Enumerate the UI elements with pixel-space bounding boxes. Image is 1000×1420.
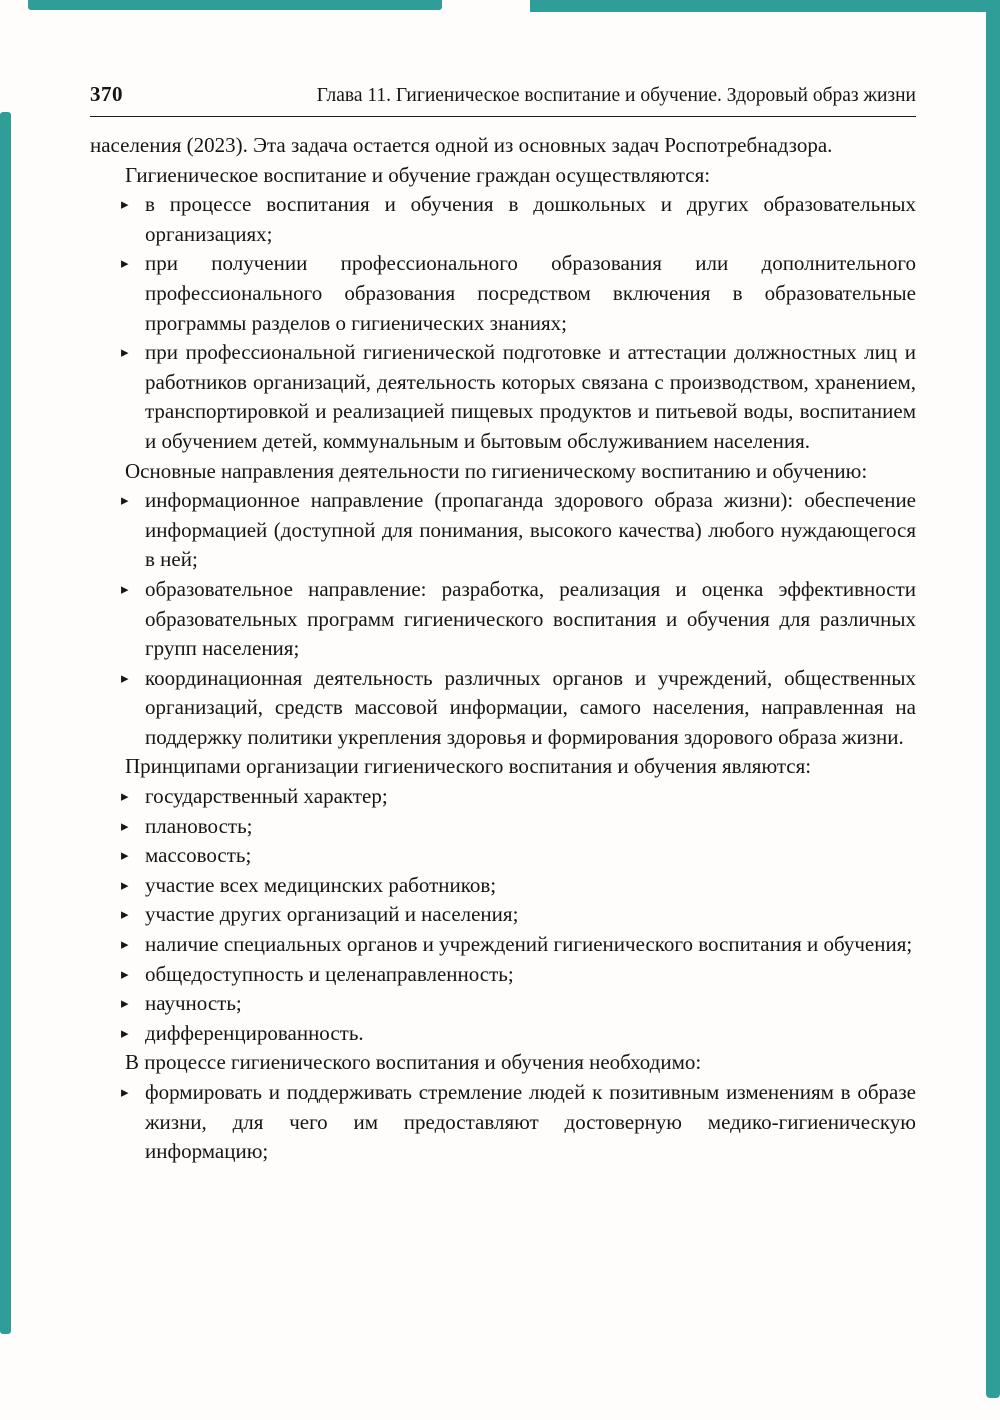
bullet-triangle-icon: ▸ <box>121 579 129 598</box>
list-item <box>90 190 916 249</box>
bullet-triangle-icon: ▸ <box>121 668 129 687</box>
list-item-text: образовательное направление: разработка, реализация и оценка эффективности образовательных программ гигиенического воспитания и обучения для различных групп населения; <box>145 576 916 661</box>
list-item <box>90 1019 916 1049</box>
bullet-triangle-icon: ▸ <box>121 816 129 835</box>
list-item <box>90 960 916 990</box>
bullet-triangle-icon: ▸ <box>121 935 129 954</box>
chapter-header: Глава 11. Гигиеническое воспитание и обучение. Здоровый образ жизни <box>316 85 916 106</box>
list-item-text: в процессе воспитания и обучения в дошкольных и других образовательных организациях; <box>145 192 916 246</box>
bullet-triangle-icon: ▸ <box>121 1083 129 1101</box>
bullet-triangle-icon: ▸ <box>121 994 129 1013</box>
paragraph: В процессе гигиенического воспитания и обучения необходимо: <box>125 1050 702 1075</box>
list-item <box>90 1078 916 1167</box>
bullet-triangle-icon: ▸ <box>121 1023 129 1042</box>
page-edge-left <box>0 112 11 1334</box>
paragraph: населения (2023). Эта задача остается одной из основных задач Роспотребнадзора. <box>90 133 833 157</box>
list-item-text: участие других организаций и населения; <box>145 902 519 927</box>
list-item-text: государственный характер; <box>145 784 388 809</box>
list-item <box>90 249 916 338</box>
list-item-text: наличие специальных органов и учреждений гигиенического воспитания и обучения; <box>145 932 913 957</box>
bullet-triangle-icon: ▸ <box>121 787 129 806</box>
list-item <box>90 338 916 456</box>
list-item-text: при получении профессионального образования или дополнительного профессионального образования посредством включения в образовательные программы разделов о гигиенических знаниях; <box>145 251 916 335</box>
bullet-triangle-icon: ▸ <box>121 905 129 924</box>
list-item-text: информационное направление (пропаганда здорового образа жизни): обеспечение информацией (доступной для понимания, высокого качества) любого нуждающегося в ней; <box>145 488 916 572</box>
list-item-text: формировать и поддерживать стремление людей к позитивным изменениям в образе жизни, для чего им предоставляют достоверную медико-гигиеническую информацию; <box>145 1080 916 1164</box>
page-edge-right <box>986 0 1000 1398</box>
list-item <box>90 575 916 664</box>
bullet-triangle-icon: ▸ <box>121 964 129 983</box>
bullet-triangle-icon: ▸ <box>121 343 129 362</box>
list-item <box>90 812 916 842</box>
page-edge-top-right <box>530 0 1000 12</box>
bullet-triangle-icon: ▸ <box>121 254 129 273</box>
list-item-text: дифференцированность. <box>145 1020 364 1045</box>
list-item <box>90 989 916 1019</box>
paragraph: Принципами организации гигиенического воспитания и обучения являются: <box>125 754 812 779</box>
list-item <box>90 900 916 930</box>
list-item-text: массовость; <box>145 843 252 868</box>
list-item <box>90 486 916 575</box>
list-item-text: координационная деятельность различных органов и учреждений, общественных организаций, средств массовой информации, самого населения, направленная на поддержку политики укрепления здоровья и формирования здорового образа жизни. <box>145 665 916 749</box>
running-head <box>90 82 916 117</box>
bullet-triangle-icon: ▸ <box>121 491 129 510</box>
list-item-text: участие всех медицинских работников; <box>145 872 497 897</box>
list-item-text: научность; <box>145 991 242 1016</box>
paragraph: Основные направления деятельности по гигиеническому воспитанию и обучению: <box>125 458 868 483</box>
list-item-text: плановость; <box>145 813 253 838</box>
list-item <box>90 664 916 753</box>
list-item-text: общедоступность и целенаправленность; <box>145 961 514 986</box>
paragraph: Гигиеническое воспитание и обучение граждан осуществляются: <box>125 162 711 187</box>
bullet-triangle-icon: ▸ <box>121 195 129 214</box>
list-item <box>90 930 916 960</box>
list-item <box>90 782 916 812</box>
bullet-triangle-icon: ▸ <box>121 846 129 865</box>
bullet-triangle-icon: ▸ <box>121 875 129 894</box>
page-edge-top-left <box>28 0 442 10</box>
list-item-text: при профессиональной гигиенической подготовке и аттестации должностных лиц и работников организаций, деятельность которых связана с производством, хранением, транспортировкой и реализацией пищевых продуктов и питьевой воды, воспитанием и обучением детей, коммунальным и бытовым обслуживанием населения. <box>145 340 916 453</box>
list-item <box>90 841 916 871</box>
list-item <box>90 871 916 901</box>
page-body <box>90 131 916 1167</box>
page-number: 370 <box>90 82 123 106</box>
